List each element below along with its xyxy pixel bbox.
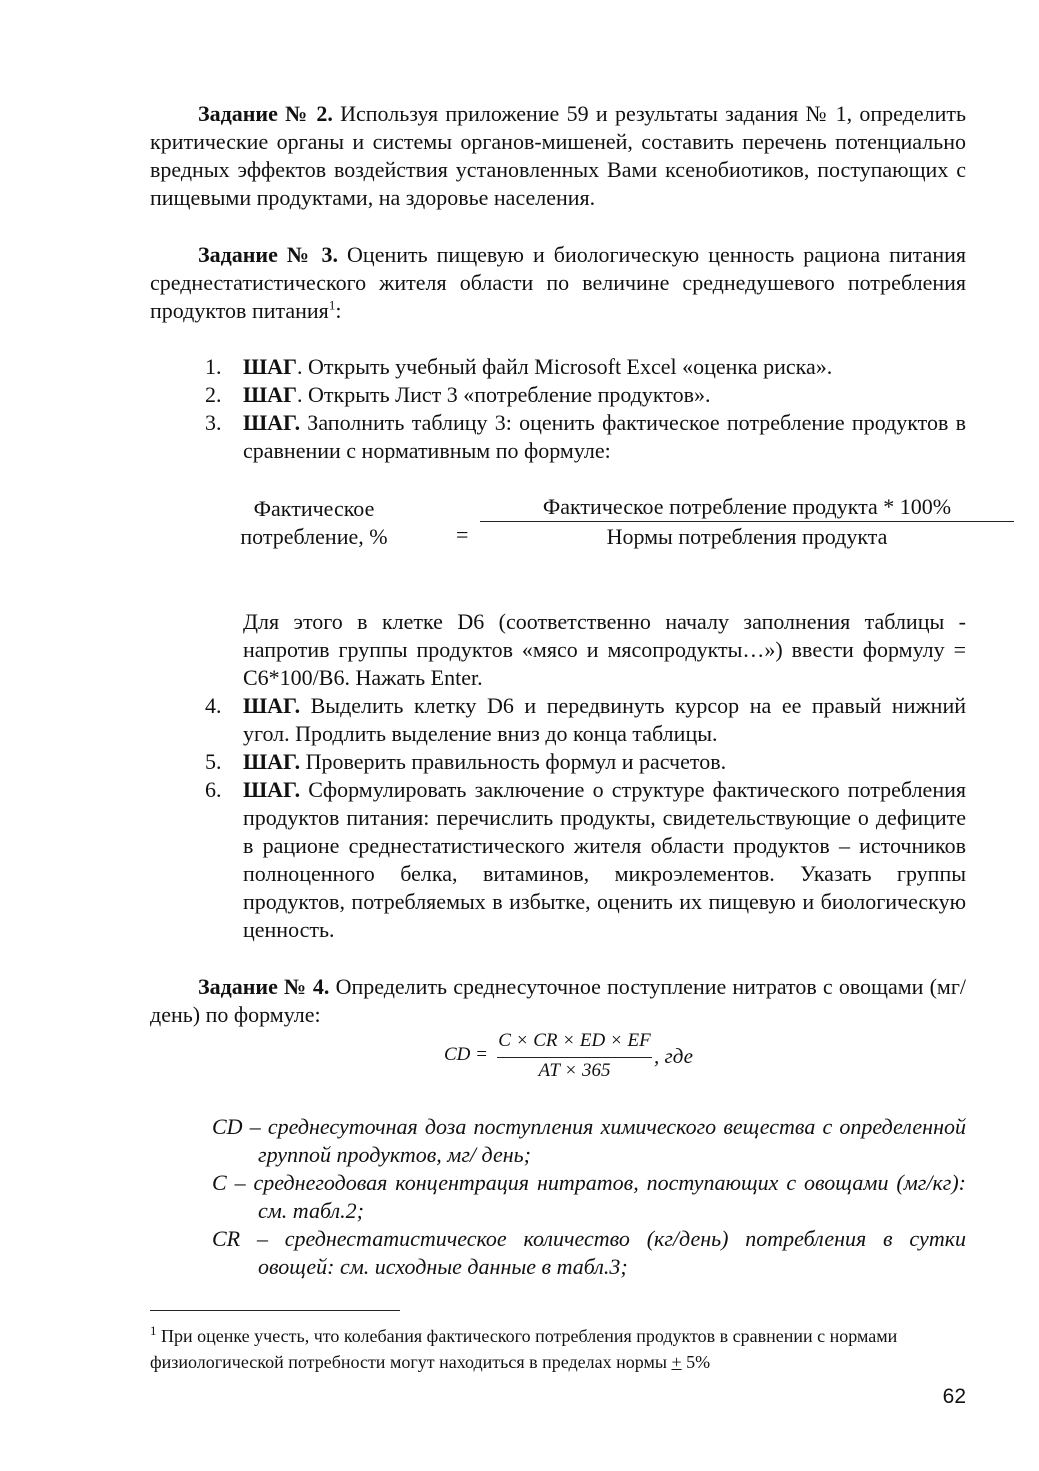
step-item: 4. ШАГ. Выделить клетку D6 и передвинуть курсор на ее правый нижний угол. Продлить выделение вниз до конца таблицы. [205, 693, 966, 746]
task3-paragraph: Задание № 3. Оценить пищевую и биологическую ценность рациона питания среднестатистического жителя области по величине среднедушевого потребления продуктов питания$^1$: [150, 242, 966, 323]
footnote-mark: 1 [150, 1323, 157, 1338]
definition-cr: CR – среднестатистическое количество (кг/день) потребления в сутки овощей: см. исходные данные в табл.3; [212, 1226, 966, 1279]
task4-title: Задание № 4. [198, 974, 330, 999]
footnote-separator [150, 1310, 400, 1311]
formula-equals: = [456, 522, 469, 547]
footnote: $^1$ При оценке учесть, что колебания фактического потребления продуктов в сравнении с нормами физиологической потребности могут находиться в пределах нормы + 5% [150, 1323, 898, 1372]
page-number: 62 [942, 1385, 966, 1408]
dose-formula-suffix: , где [654, 1044, 693, 1068]
step3-continuation: Для этого в клетке D6 (соответственно началу заполнения таблицы - напротив группы продуктов «мясо и мясопродукты…») ввести формулу = C6*100/B6. Нажать Enter. [243, 609, 966, 690]
dose-fraction-line [497, 1057, 652, 1058]
footnote-ref: 1 [328, 297, 336, 313]
formula-numerator: Фактическое потребление продукта * 100% [542, 494, 952, 519]
task4-text: Определить среднесуточное поступление нитратов с овощами (мг/день) по формуле: [150, 974, 966, 1027]
fraction-line [480, 521, 1014, 522]
step-item: 3. ШАГ. Заполнить таблицу 3: оценить фактическое потребление продуктов в сравнении с нормативным по формуле: [205, 410, 966, 463]
step-item: 2. ШАГ. Открыть Лист 3 «потребление продуктов». [205, 382, 711, 407]
step-item: 6. ШАГ. Сформулировать заключение о структуре фактического потребления продуктов питания: перечислить продукты, свидетельствующие о дефиците в рационе среднестатистического жителя области продуктов – источников полноценного белка, витаминов, микроэлементов. Указать группы продуктов, потребляемых в избытке, оценить их пищевую и биологическую ценность. [205, 777, 966, 942]
dose-formula-lhs: CD = [444, 1044, 488, 1065]
task2-text: Используя приложение 59 и результаты задания № 1, определить критические органы и системы органов-мишеней, составить перечень потенциально вредных эффектов воздействия установленных Вами ксенобиотиков, поступающих с пищевыми продуктами, на здоровье населения. [150, 101, 966, 210]
task2-paragraph [150, 100, 966, 212]
formula-denominator: Нормы потребления продукта [606, 524, 888, 549]
dose-formula-denominator: AT × 365 [538, 1060, 611, 1081]
task4-paragraph [150, 973, 966, 1029]
formula-lhs-line1: Фактическое [253, 496, 375, 521]
dose-formula-numerator: C × CR × ED × EF [498, 1030, 651, 1051]
task2-title: Задание № 2. [198, 101, 333, 126]
step-item: 1. ШАГ. Открыть учебный файл Microsoft Excel «оценка риска». [205, 354, 833, 379]
task3-text: Оценить пищевую и биологическую ценность рациона питания среднестатистического жителя области по величине среднедушевого потребления продуктов питания [150, 242, 966, 323]
definition-c: C – среднегодовая концентрация нитратов, поступающих с овощами (мг/кг): см. табл.2; [212, 1170, 966, 1223]
definition-cd: CD – среднесуточная доза поступления химического вещества с определенной группой продуктов, мг/ день; [212, 1114, 966, 1167]
step-item: 5. ШАГ. Проверить правильность формул и расчетов. [205, 749, 727, 774]
steps-list-continued [205, 692, 966, 944]
steps-list [205, 353, 966, 465]
formula-lhs-line2: потребление, % [240, 524, 388, 549]
footnote-text: При оценке учесть, что колебания фактического потребления продуктов в сравнении с нормами физиологической потребности могут находиться в пределах нормы [150, 1326, 898, 1372]
task3-title: Задание № 3. [198, 242, 339, 267]
plus-minus-sign: + [671, 1352, 682, 1372]
